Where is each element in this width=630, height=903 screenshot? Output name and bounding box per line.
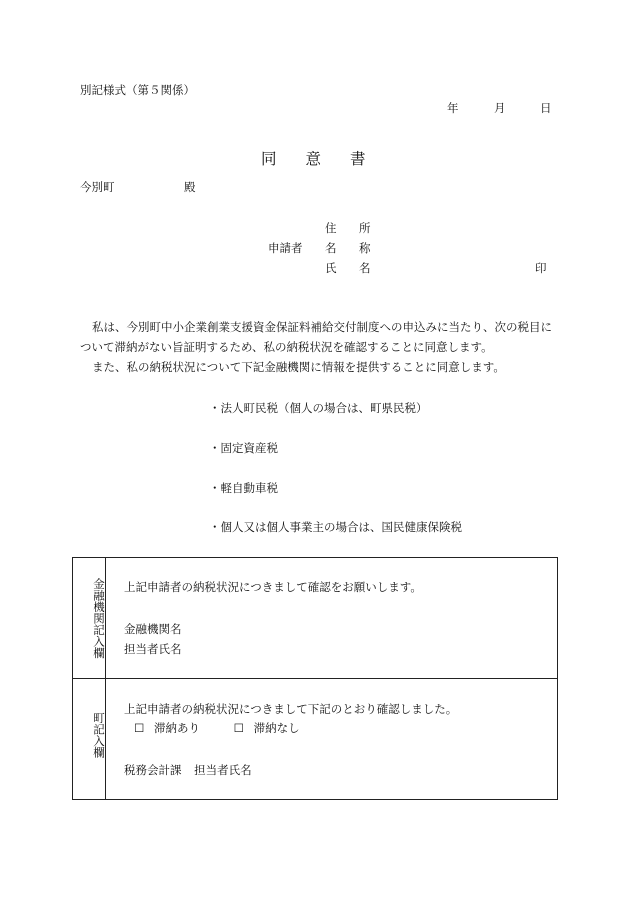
town-entry-label: 町記入欄 <box>92 712 106 758</box>
bank-staff-name-label: 担当者氏名 <box>124 642 182 656</box>
town-entry-row <box>73 679 558 800</box>
bank-institution-name-label: 金融機関名 <box>124 622 182 636</box>
person-name-label-2: 名 <box>359 261 371 275</box>
tax-item: ・個人又は個人事業主の場合は、国民健康保険税 <box>209 520 462 534</box>
town-entry-label-cell <box>73 679 106 800</box>
address-label-2: 所 <box>359 221 371 235</box>
town-entry-field[interactable] <box>106 679 558 800</box>
date-day-label: 日 <box>540 101 552 115</box>
tax-item: ・軽自動車税 <box>209 481 278 495</box>
arrears-no-label: 滞納なし <box>253 721 300 735</box>
seal-mark: 印 <box>535 261 547 275</box>
consent-paragraph-2: また、私の納税状況について下記金融機関に情報を提供することに同意します。 <box>92 360 505 374</box>
address-label-1: 住 <box>325 221 337 235</box>
person-name-label-1: 氏 <box>325 261 337 275</box>
title-char: 意 <box>305 150 322 168</box>
tax-item: ・固定資産税 <box>209 441 278 455</box>
bank-entry-label-cell <box>73 558 106 679</box>
date-month-label: 月 <box>494 101 506 115</box>
consent-body <box>80 317 552 377</box>
town-confirmation-text: 上記申請者の納税状況につきまして下記のとおり確認しました。 <box>124 702 458 716</box>
bank-entry-row <box>73 558 558 679</box>
tax-item: ・法人町民税（個人の場合は、町県民税） <box>209 401 428 415</box>
town-staff-name-label: 担当者氏名 <box>194 763 252 777</box>
applicant-label: 申請者 <box>268 241 303 255</box>
addressee-honorific: 殿 <box>184 180 196 194</box>
arrears-status-options <box>134 723 300 735</box>
consent-paragraph-1: 私は、今別町中小企業創業支援資金保証料補給交付制度への申込みに当たり、次の税目について滞納がない旨証明するため、私の納税状況を確認することに同意します。 <box>80 320 552 354</box>
bank-entry-label: 金融機関記入欄 <box>92 578 106 659</box>
title-char: 書 <box>350 150 366 168</box>
tax-department-label: 税務会計課 <box>124 763 182 777</box>
form-reference: 別記様式（第５関係） <box>80 83 195 97</box>
org-name-label-1: 名 <box>325 241 337 255</box>
document-title <box>261 152 366 168</box>
bank-entry-field[interactable] <box>106 558 558 679</box>
arrears-yes-label: 滞納あり <box>153 721 200 735</box>
arrears-no-checkbox-icon[interactable]: ☐ <box>233 721 244 735</box>
town-staff-line <box>124 765 252 777</box>
addressee-town: 今別町 <box>80 180 115 194</box>
entry-boxes <box>72 557 558 800</box>
title-char: 同 <box>261 150 277 168</box>
bank-request-text: 上記申請者の納税状況につきまして確認をお願いします。 <box>124 580 422 594</box>
org-name-label-2: 称 <box>359 241 371 255</box>
date-year-label: 年 <box>447 101 459 115</box>
arrears-yes-checkbox-icon[interactable]: ☐ <box>134 721 145 735</box>
